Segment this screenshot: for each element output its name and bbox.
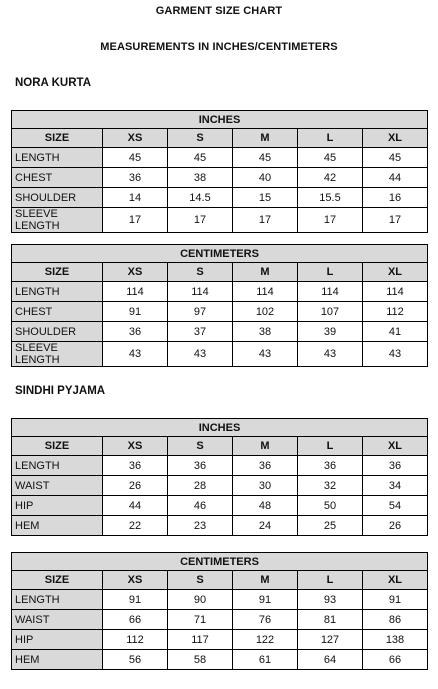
row-label-length: LENGTH	[12, 456, 103, 476]
table-row-waist	[12, 476, 428, 496]
measurement-cell: 64	[298, 650, 363, 670]
measurement-cell: 42	[298, 168, 363, 188]
measurement-cell: 43	[168, 342, 233, 367]
table-row-hem	[12, 516, 428, 536]
measurement-cell: 14.5	[168, 188, 233, 208]
measurement-cell: 45	[168, 148, 233, 168]
size-table-nora-kurta-inches	[11, 110, 428, 233]
measurement-cell: 114	[298, 282, 363, 302]
measurement-cell: 91	[363, 590, 428, 610]
table-row-hem	[12, 650, 428, 670]
unit-header: INCHES	[12, 419, 428, 437]
row-label-shoulder: SHOULDER	[12, 322, 103, 342]
measurement-cell: 90	[168, 590, 233, 610]
size-header-xs: XS	[103, 263, 168, 282]
measurement-cell: 17	[233, 208, 298, 233]
measurement-cell: 17	[168, 208, 233, 233]
measurement-cell: 114	[168, 282, 233, 302]
size-header-m: M	[233, 571, 298, 590]
size-table-sindhi-pyjama-centimeters	[11, 552, 428, 670]
size-header-s: S	[168, 263, 233, 282]
table-row-sleeve-length	[12, 208, 428, 233]
measurement-cell: 76	[233, 610, 298, 630]
size-header-l: L	[298, 129, 363, 148]
table-row-waist	[12, 610, 428, 630]
measurement-cell: 36	[298, 456, 363, 476]
section-title-sindhi-pyjama: SINDHI PYJAMA	[15, 385, 106, 397]
row-label-chest: CHEST	[12, 302, 103, 322]
measurement-cell: 91	[233, 590, 298, 610]
row-label-waist: WAIST	[12, 476, 103, 496]
measurement-cell: 71	[168, 610, 233, 630]
size-header-m: M	[233, 263, 298, 282]
size-header-xl: XL	[363, 437, 428, 456]
measurement-cell: 43	[233, 342, 298, 367]
table-row-length	[12, 456, 428, 476]
section-title-nora-kurta: NORA KURTA	[15, 77, 92, 89]
size-header-l: L	[298, 263, 363, 282]
measurement-cell: 43	[298, 342, 363, 367]
row-label-shoulder: SHOULDER	[12, 188, 103, 208]
measurement-cell: 36	[233, 456, 298, 476]
table-row-chest	[12, 168, 428, 188]
measurement-cell: 58	[168, 650, 233, 670]
row-label-sleeve-length: SLEEVE LENGTH	[12, 342, 103, 367]
measurement-cell: 30	[233, 476, 298, 496]
measurement-cell: 15	[233, 188, 298, 208]
size-header-xs: XS	[103, 437, 168, 456]
row-label-hem: HEM	[12, 516, 103, 536]
measurement-cell: 127	[298, 630, 363, 650]
measurement-cell: 114	[103, 282, 168, 302]
measurement-cell: 61	[233, 650, 298, 670]
measurement-cell: 36	[103, 168, 168, 188]
measurement-cell: 44	[363, 168, 428, 188]
size-header-s: S	[168, 571, 233, 590]
measurement-cell: 40	[233, 168, 298, 188]
measurement-cell: 25	[298, 516, 363, 536]
measurement-cell: 102	[233, 302, 298, 322]
measurement-cell: 23	[168, 516, 233, 536]
row-label-hem: HEM	[12, 650, 103, 670]
row-label-waist: WAIST	[12, 610, 103, 630]
measurement-cell: 56	[103, 650, 168, 670]
measurement-cell: 41	[363, 322, 428, 342]
unit-header: INCHES	[12, 111, 428, 129]
measurement-cell: 138	[363, 630, 428, 650]
measurement-cell: 14	[103, 188, 168, 208]
size-header-xs: XS	[103, 571, 168, 590]
measurement-cell: 43	[103, 342, 168, 367]
table-row-hip	[12, 630, 428, 650]
size-table-sindhi-pyjama-inches	[11, 418, 428, 536]
measurement-cell: 36	[168, 456, 233, 476]
measurement-cell: 34	[363, 476, 428, 496]
measurement-cell: 36	[103, 322, 168, 342]
measurement-cell: 66	[103, 610, 168, 630]
table-row-sleeve-length	[12, 342, 428, 367]
measurement-cell: 24	[233, 516, 298, 536]
measurement-cell: 112	[363, 302, 428, 322]
measurement-cell: 36	[103, 456, 168, 476]
measurement-cell: 66	[363, 650, 428, 670]
row-label-hip: HIP	[12, 630, 103, 650]
measurement-cell: 81	[298, 610, 363, 630]
table-row-hip	[12, 496, 428, 516]
measurement-cell: 54	[363, 496, 428, 516]
size-header-s: S	[168, 437, 233, 456]
size-column-header: SIZE	[12, 571, 103, 590]
measurement-cell: 86	[363, 610, 428, 630]
size-header-xl: XL	[363, 571, 428, 590]
measurement-cell: 93	[298, 590, 363, 610]
size-table-nora-kurta-centimeters	[11, 244, 428, 367]
row-label-length: LENGTH	[12, 590, 103, 610]
table-row-shoulder	[12, 322, 428, 342]
measurement-cell: 91	[103, 590, 168, 610]
measurement-cell: 45	[298, 148, 363, 168]
row-label-length: LENGTH	[12, 148, 103, 168]
measurement-cell: 15.5	[298, 188, 363, 208]
size-header-xl: XL	[363, 129, 428, 148]
size-header-m: M	[233, 437, 298, 456]
size-column-header: SIZE	[12, 437, 103, 456]
size-header-l: L	[298, 437, 363, 456]
measurement-cell: 45	[363, 148, 428, 168]
row-label-chest: CHEST	[12, 168, 103, 188]
measurement-cell: 44	[103, 496, 168, 516]
measurement-cell: 45	[103, 148, 168, 168]
measurement-cell: 48	[233, 496, 298, 516]
measurement-cell: 22	[103, 516, 168, 536]
measurement-cell: 117	[168, 630, 233, 650]
measurement-cell: 46	[168, 496, 233, 516]
measurement-cell: 122	[233, 630, 298, 650]
page-subtitle: MEASUREMENTS IN INCHES/CENTIMETERS	[100, 41, 338, 53]
measurement-cell: 16	[363, 188, 428, 208]
size-column-header: SIZE	[12, 129, 103, 148]
measurement-cell: 50	[298, 496, 363, 516]
measurement-cell: 107	[298, 302, 363, 322]
unit-header: CENTIMETERS	[12, 245, 428, 263]
measurement-cell: 112	[103, 630, 168, 650]
measurement-cell: 38	[233, 322, 298, 342]
measurement-cell: 114	[363, 282, 428, 302]
table-row-chest	[12, 302, 428, 322]
measurement-cell: 39	[298, 322, 363, 342]
measurement-cell: 26	[103, 476, 168, 496]
table-row-length	[12, 148, 428, 168]
measurement-cell: 17	[363, 208, 428, 233]
measurement-cell: 43	[363, 342, 428, 367]
measurement-cell: 36	[363, 456, 428, 476]
measurement-cell: 17	[103, 208, 168, 233]
size-header-l: L	[298, 571, 363, 590]
measurement-cell: 37	[168, 322, 233, 342]
size-header-m: M	[233, 129, 298, 148]
size-column-header: SIZE	[12, 263, 103, 282]
measurement-cell: 32	[298, 476, 363, 496]
page-title: GARMENT SIZE CHART	[155, 5, 283, 17]
row-label-sleeve-length: SLEEVE LENGTH	[12, 208, 103, 233]
measurement-cell: 17	[298, 208, 363, 233]
size-header-xs: XS	[103, 129, 168, 148]
measurement-cell: 97	[168, 302, 233, 322]
measurement-cell: 28	[168, 476, 233, 496]
unit-header: CENTIMETERS	[12, 553, 428, 571]
size-header-s: S	[168, 129, 233, 148]
table-row-length	[12, 590, 428, 610]
table-row-length	[12, 282, 428, 302]
measurement-cell: 114	[233, 282, 298, 302]
row-label-length: LENGTH	[12, 282, 103, 302]
size-header-xl: XL	[363, 263, 428, 282]
measurement-cell: 91	[103, 302, 168, 322]
measurement-cell: 38	[168, 168, 233, 188]
measurement-cell: 26	[363, 516, 428, 536]
row-label-hip: HIP	[12, 496, 103, 516]
measurement-cell: 45	[233, 148, 298, 168]
table-row-shoulder	[12, 188, 428, 208]
